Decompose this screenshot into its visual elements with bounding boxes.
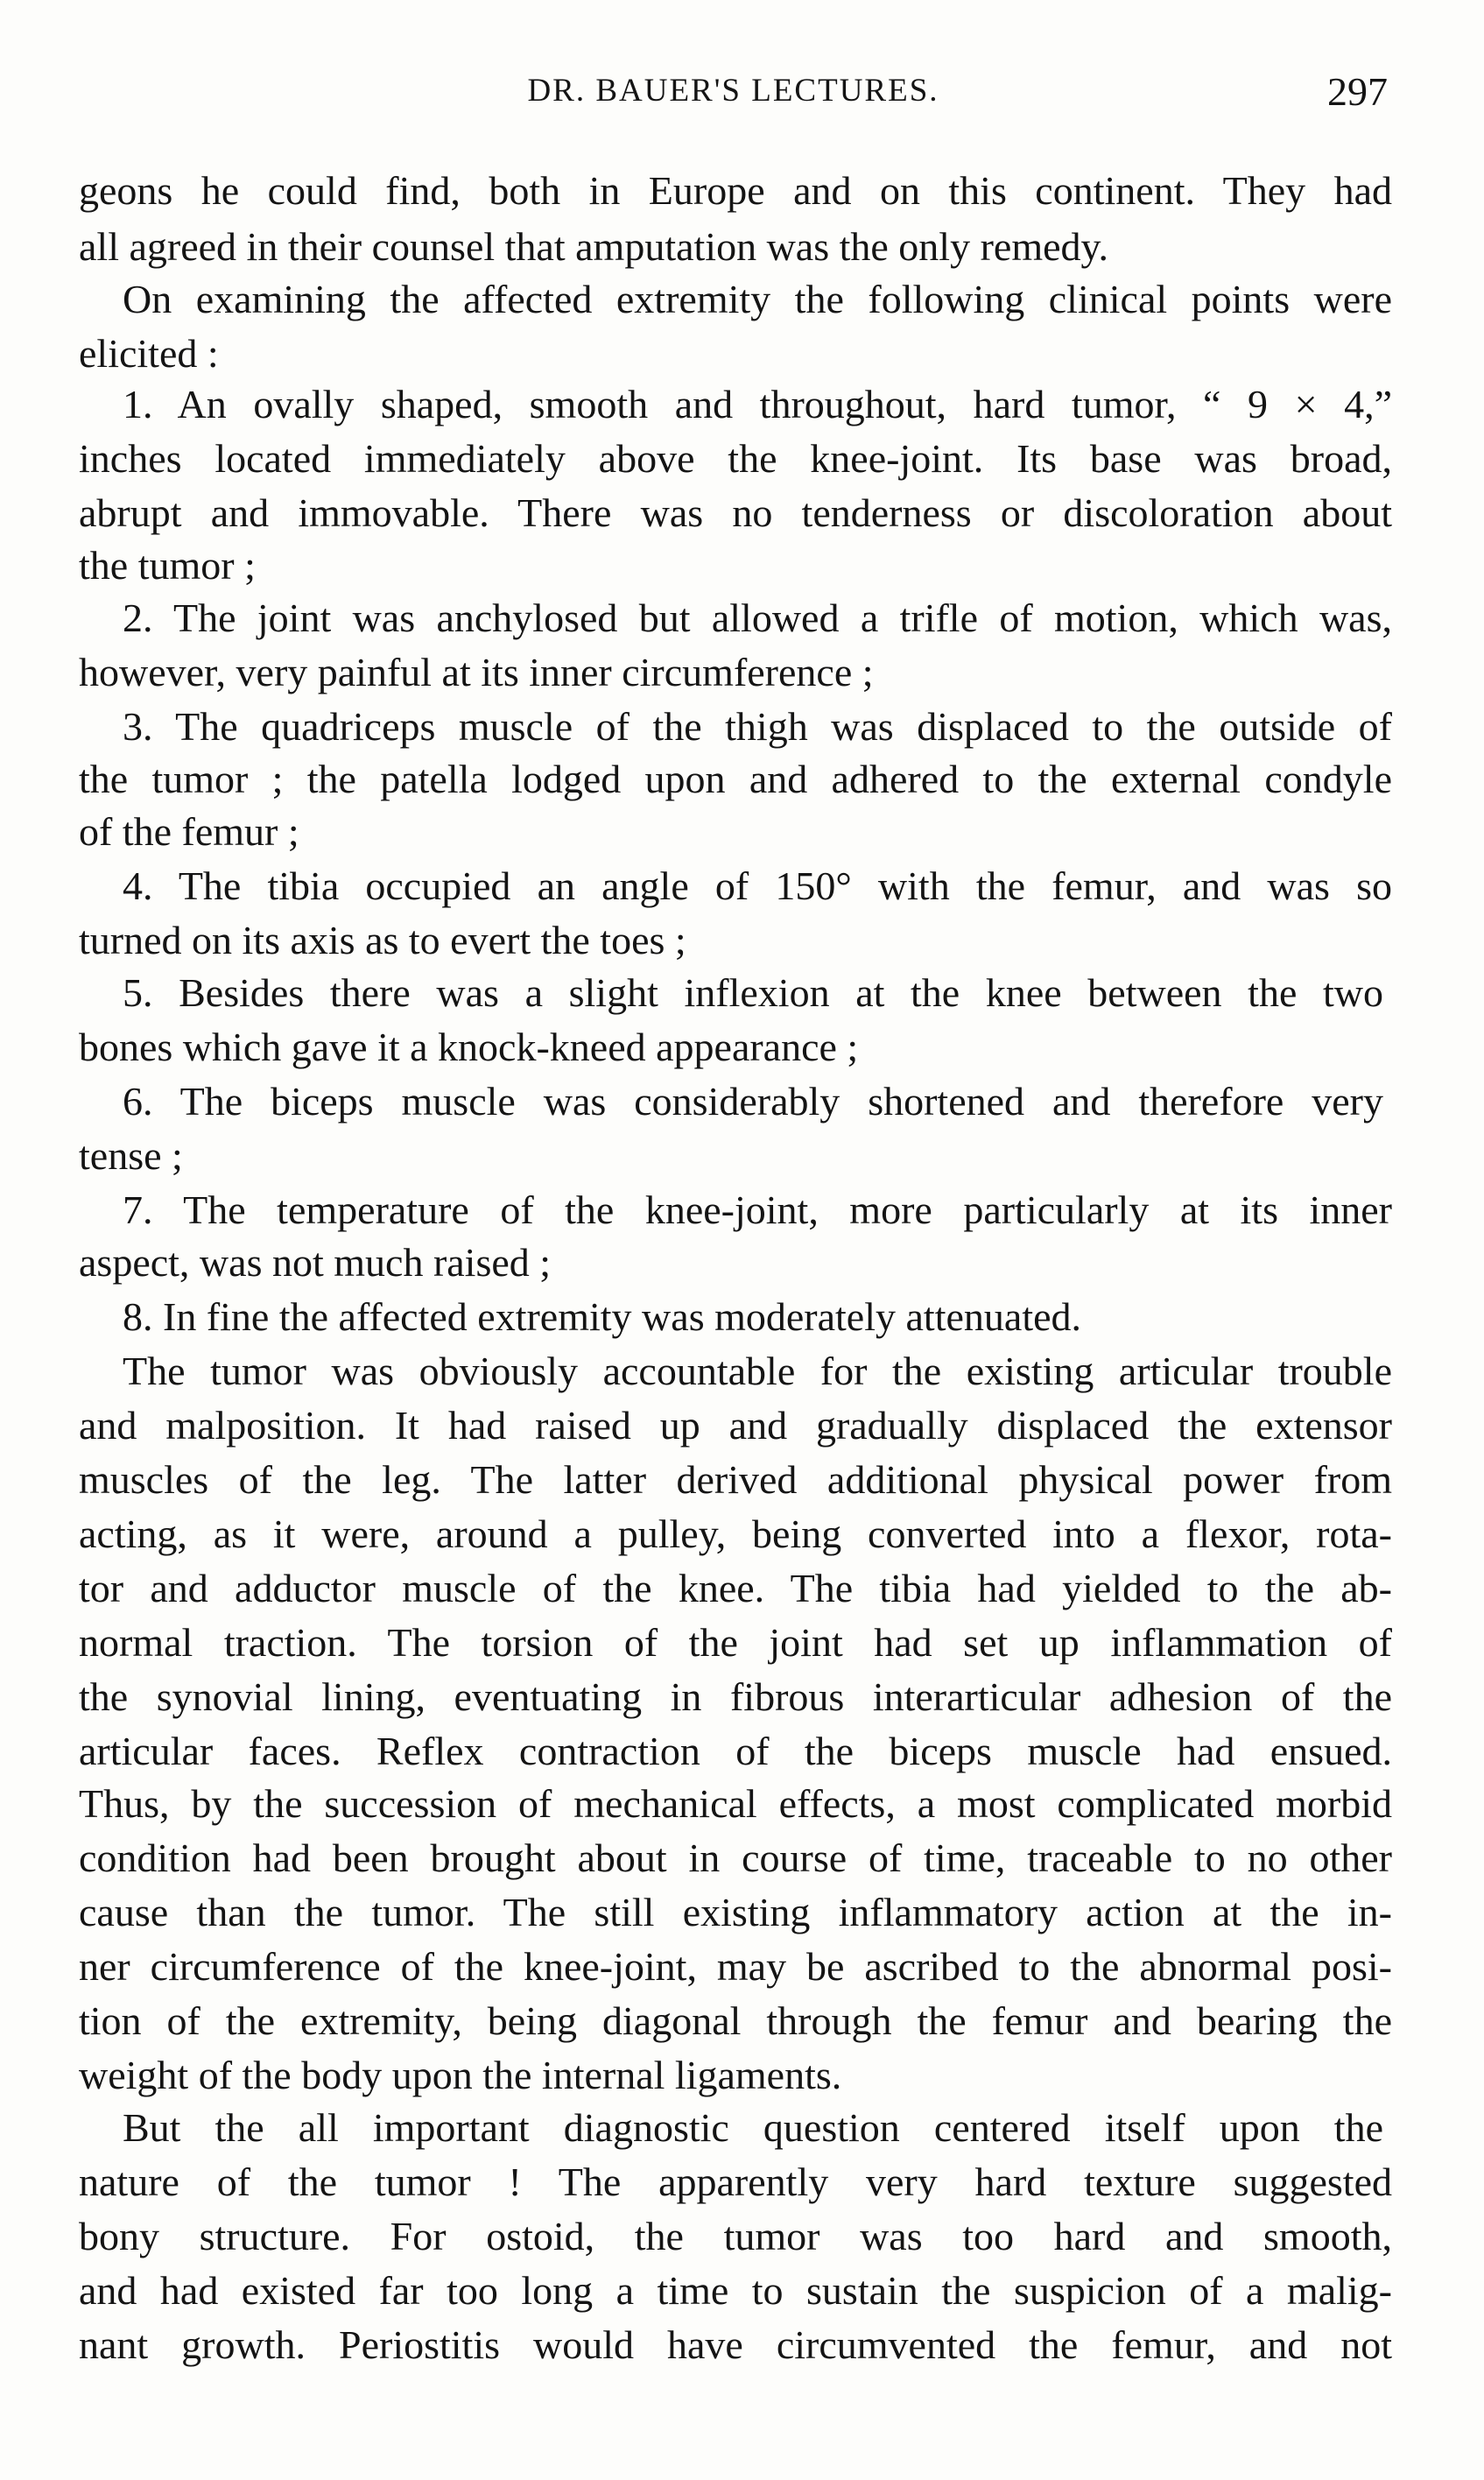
text-line: and malposition. It had raised up and gradually displaced the extensor bbox=[79, 1403, 1392, 1448]
text-line: of the femur ; bbox=[79, 809, 299, 854]
text-line: all agreed in their counsel that amputation was the only remedy. bbox=[79, 224, 1109, 269]
text-line: normal traction. The torsion of the joint had set up inflammation of bbox=[79, 1620, 1392, 1665]
text-line: muscles of the leg. The latter derived additional physical power from bbox=[79, 1457, 1392, 1502]
text-line: articular faces. Reflex contraction of the biceps muscle had ensued. bbox=[79, 1729, 1392, 1773]
text-line: 7. The temperature of the knee-joint, more particularly at its inner bbox=[123, 1187, 1392, 1232]
text-line: and had existed far too long a time to sustain the suspicion of a malig- bbox=[79, 2268, 1392, 2313]
text-line: the synovial lining, eventuating in fibrous interarticular adhesion of the bbox=[79, 1674, 1392, 1719]
text-line: 6. The biceps muscle was considerably shortened and therefore very bbox=[123, 1079, 1383, 1124]
text-line: tor and adductor muscle of the knee. The tibia had yielded to the ab- bbox=[79, 1566, 1392, 1610]
text-line: nature of the tumor ! The apparently very hard texture suggested bbox=[79, 2159, 1392, 2204]
text-line: however, very painful at its inner circumference ; bbox=[79, 650, 874, 694]
text-line: acting, as it were, around a pulley, being converted into a flexor, rota- bbox=[79, 1511, 1392, 1556]
text-line: elicited : bbox=[79, 331, 219, 376]
page-header bbox=[79, 69, 1388, 124]
text-line: cause than the tumor. The still existing inflammatory action at the in- bbox=[79, 1890, 1392, 1934]
running-title: DR. BAUER'S LECTURES. bbox=[527, 73, 939, 109]
text-line: weight of the body upon the internal ligaments. bbox=[79, 2053, 842, 2097]
text-line: 2. The joint was anchylosed but allowed a trifle of motion, which was, bbox=[123, 595, 1392, 640]
text-line: turned on its axis as to evert the toes ; bbox=[79, 918, 686, 962]
text-line: ner circumference of the knee-joint, may be ascribed to the abnormal posi- bbox=[79, 1944, 1392, 1989]
text-line: 4. The tibia occupied an angle of 150° with the femur, and was so bbox=[123, 863, 1392, 908]
text-line: 3. The quadriceps muscle of the thigh was displaced to the outside of bbox=[123, 704, 1392, 749]
page-number: 297 bbox=[1327, 69, 1388, 114]
text-line: tense ; bbox=[79, 1133, 183, 1178]
text-line: The tumor was obviously accountable for the existing articular trouble bbox=[123, 1349, 1392, 1393]
text-line: the tumor ; the patella lodged upon and adhered to the external condyle bbox=[79, 757, 1392, 801]
text-line: inches located immediately above the knee-joint. Its base was broad, bbox=[79, 436, 1392, 481]
text-line: Thus, by the succession of mechanical effects, a most complicated morbid bbox=[79, 1781, 1392, 1826]
text-line: abrupt and immovable. There was no tenderness or discoloration about bbox=[79, 490, 1392, 535]
text-line: bones which gave it a knock-kneed appearance ; bbox=[79, 1025, 859, 1069]
text-line: aspect, was not much raised ; bbox=[79, 1240, 552, 1285]
text-line: On examining the affected extremity the following clinical points were bbox=[123, 277, 1392, 321]
text-line: But the all important diagnostic question centered itself upon the bbox=[123, 2105, 1383, 2150]
text-line: geons he could find, both in Europe and on this continent. They had bbox=[79, 168, 1392, 213]
text-line: nant growth. Periostitis would have circumvented the femur, and not bbox=[79, 2322, 1392, 2367]
text-line: 5. Besides there was a slight inflexion at the knee between the two bbox=[123, 970, 1383, 1015]
text-line: tion of the extremity, being diagonal through the femur and bearing the bbox=[79, 1998, 1392, 2043]
text-line: 8. In fine the affected extremity was moderately attenuated. bbox=[123, 1294, 1082, 1339]
text-line: 1. An ovally shaped, smooth and throughout, hard tumor, “ 9 × 4,” bbox=[123, 382, 1392, 426]
text-line: the tumor ; bbox=[79, 543, 256, 588]
text-line: condition had been brought about in course of time, traceable to no other bbox=[79, 1835, 1392, 1880]
text-line: bony structure. For ostoid, the tumor was too hard and smooth, bbox=[79, 2214, 1392, 2258]
